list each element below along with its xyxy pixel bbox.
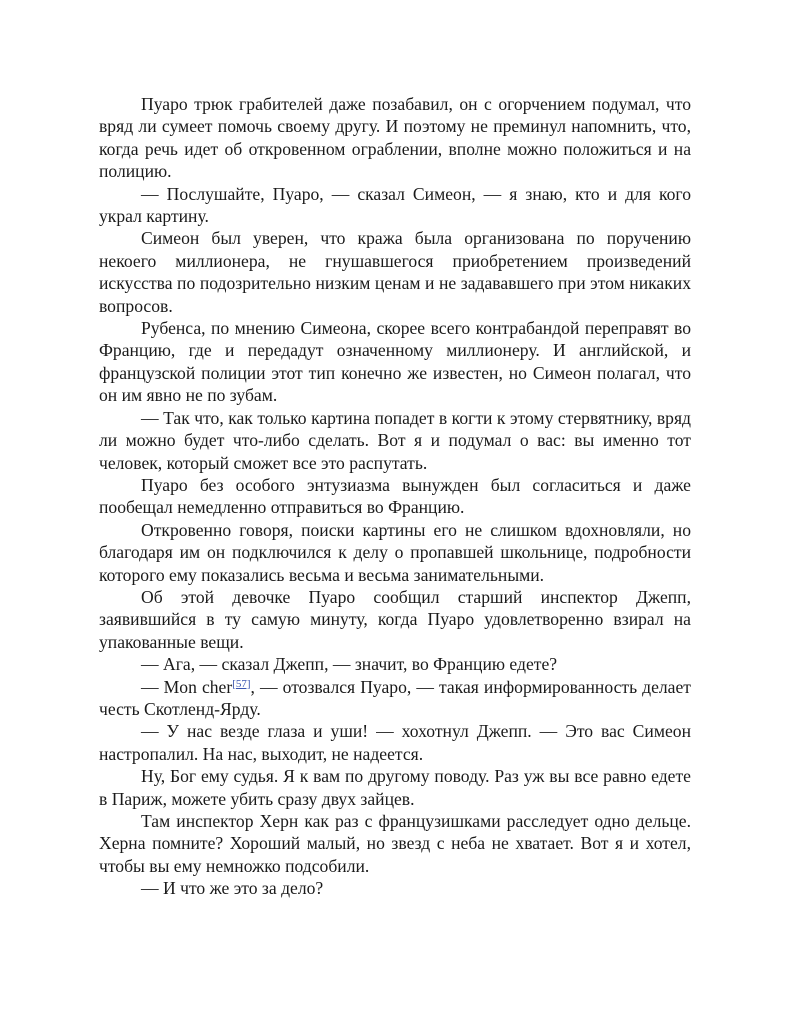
paragraph: — И что же это за дело?: [141, 878, 324, 899]
paragraph: Рубенса, по мнению Симеона, скорее всего контрабандой переправят во Францию, где и передадут означенному миллионеру. И английской, и французской полиции этот тип конечно же известен, но Симеон полагал, что он им явно не по зубам.: [99, 318, 691, 406]
footnote-text-after: , — отозвался Пуаро, — такая информированность делает честь Скотленд-Ярду.: [99, 676, 691, 719]
paragraph: Откровенно говоря, поиски картины его не слишком вдохновляли, но благодаря им он подключился к делу о пропавшей школьнице, подробности которого ему показались весьма и весьма занимательными.: [99, 519, 691, 585]
footnote-text-before: — Mon cher: [141, 676, 233, 697]
paragraph: — У нас везде глаза и уши! — хохотнул Джепп. — Это вас Симеон настропалил. На нас, выходит, не надеется.: [99, 721, 691, 764]
paragraph: Там инспектор Херн как раз с французишками расследует одно дельце. Херна помните? Хороший малый, но звезд с неба не хватает. Вот я и хотел, чтобы вы ему немножко подсобили.: [99, 811, 691, 876]
paragraph: — Ага, — сказал Джепп, — значит, во Францию едете?: [141, 654, 558, 675]
paragraph: Симеон был уверен, что кража была организована по поручению некоего миллионера, не гнушавшегося приобретением произведений искусства по подозрительно низким ценам и не задававшего при этом никаких вопросов.: [99, 228, 691, 316]
paragraph: Об этой девочке Пуаро сообщил старший инспектор Джепп, заявившийся в ту самую минуту, когда Пуаро удовлетворенно взирал на упакованные вещи.: [99, 586, 691, 652]
paragraph: Пуаро без особого энтузиазма вынужден был согласиться и даже пообещал немедленно отправиться во Францию.: [99, 474, 691, 518]
footnote-link[interactable]: [57]: [232, 677, 251, 690]
paragraph: Пуаро трюк грабителей даже позабавил, он с огорчением подумал, что вряд ли сумеет помочь своему другу. И поэтому не преминул напомнить, что, когда речь идет об откровенном ограблении, вполне можно положиться и на полицию.: [99, 94, 691, 182]
paragraph-with-footnote: [99, 676, 691, 721]
paragraph: — Послушайте, Пуаро, — сказал Симеон, — я знаю, кто и для кого украл картину.: [99, 183, 691, 227]
paragraph: — Так что, как только картина попадет в когти к этому стервятнику, вряд ли можно будет что-либо сделать. Вот я и подумал о вас: вы именно тот человек, который сможет все это распутать.: [99, 407, 691, 473]
paragraph: Ну, Бог ему судья. Я к вам по другому поводу. Раз уж вы все равно едете в Париж, можете убить сразу двух зайцев.: [99, 766, 691, 809]
body-text: [99, 93, 691, 900]
